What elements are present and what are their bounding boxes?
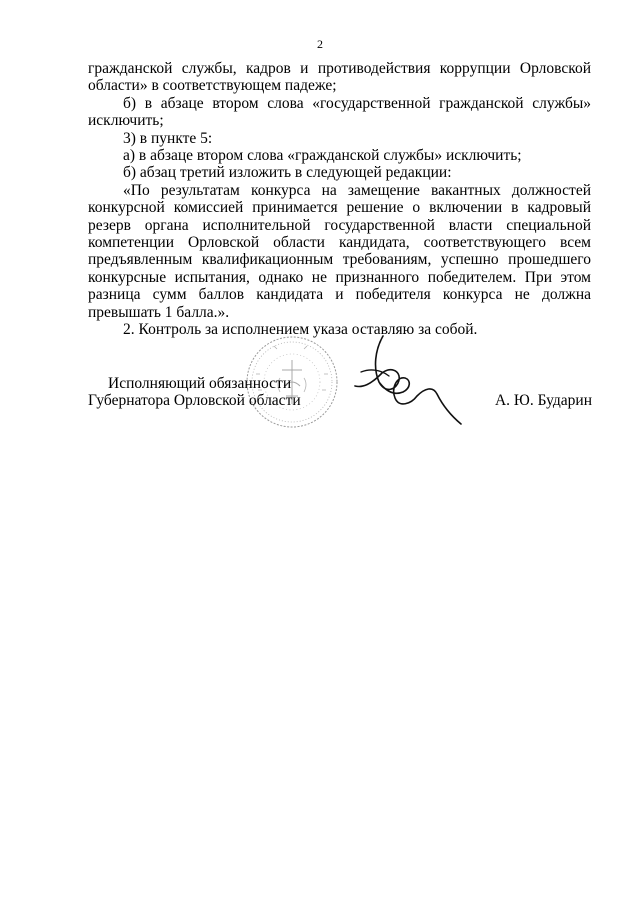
paragraph-quote: «По результатам конкурса на замещение вакантных должностей конкурсной комиссией принимается решение о включении в кадровый резерв органа исполнительной государственной власти специальной компетенции Орловской области кандидата, соответствующего всем предъявленным квалификационным требованиям, успешно прошедшего конкурсные испытания, однако не признанного победителем. При этом разница сумм баллов кандидата и победителя конкурса не должна превышать 1 балла.». [88,181,591,321]
document-body [88,60,591,339]
signatory-title-line-1: Исполняющий обязанности [108,375,292,392]
paragraph-item-b-2: б) абзац третий изложить в следующей редакции: [123,164,452,182]
paragraph-item-2: 2. Контроль за исполнением указа оставляю за собой. [123,321,478,339]
handwritten-signature-icon [345,330,470,430]
paragraph-item-b-1: б) в абзаце втором слова «государственной гражданской службы» исключить; [88,94,591,130]
page-number: 2 [317,37,323,51]
paragraph-continuation: гражданской службы, кадров и противодействия коррупции Орловской области» в соответствующем падеже; [88,60,591,95]
paragraph-item-3: 3) в пункте 5: [123,129,213,147]
signatory-name: А. Ю. Бударин [494,392,592,409]
signatory-title-line-2: Губернатора Орловской области [88,392,301,410]
paragraph-item-a: а) в абзаце втором слова «гражданской службы» исключить; [123,147,522,165]
signatory-title [88,375,301,410]
